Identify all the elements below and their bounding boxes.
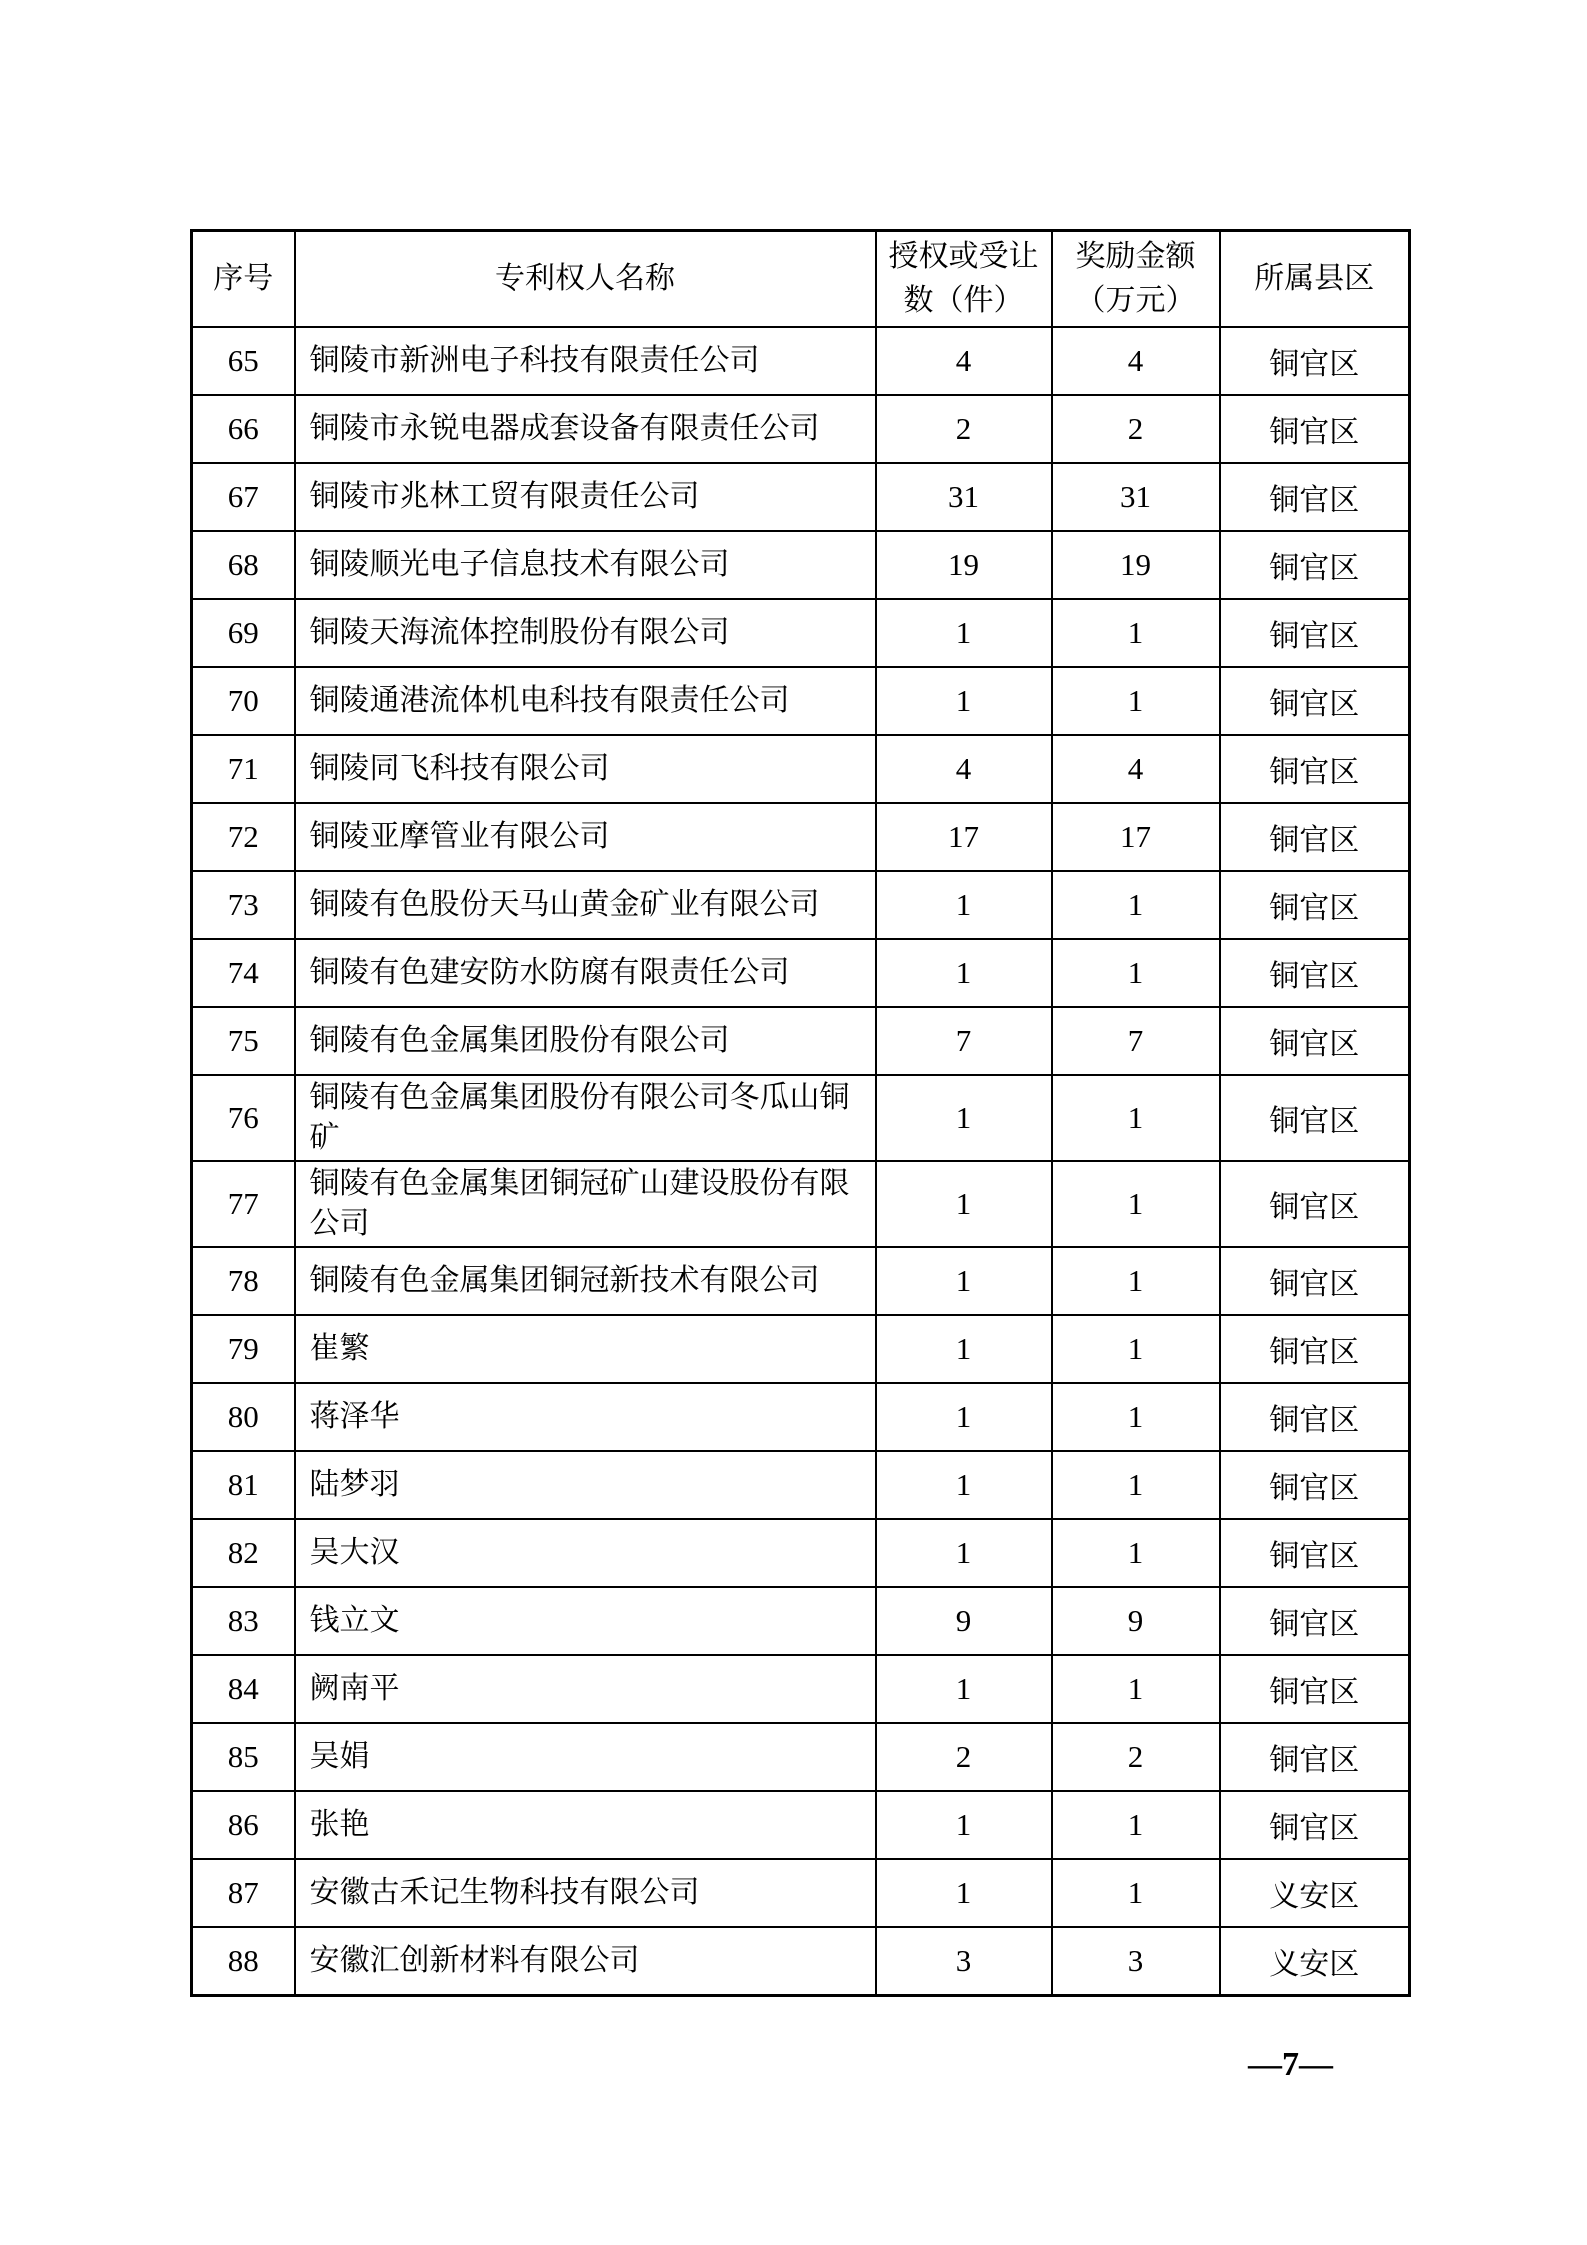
serial-cell: 76 bbox=[192, 1075, 295, 1161]
award-amount-cell: 1 bbox=[1052, 1859, 1220, 1927]
district-cell: 义安区 bbox=[1220, 1927, 1410, 1996]
district-cell: 铜官区 bbox=[1220, 327, 1410, 395]
district-cell: 铜官区 bbox=[1220, 803, 1410, 871]
serial-cell: 77 bbox=[192, 1161, 295, 1247]
patentee-name-cell: 吴娟 bbox=[295, 1723, 876, 1791]
district-cell: 义安区 bbox=[1220, 1859, 1410, 1927]
district-cell: 铜官区 bbox=[1220, 1161, 1410, 1247]
header-serial: 序号 bbox=[192, 231, 295, 328]
table-row bbox=[192, 1007, 1410, 1075]
district-cell: 铜官区 bbox=[1220, 939, 1410, 1007]
table-row bbox=[192, 599, 1410, 667]
patent-count-cell: 3 bbox=[876, 1927, 1052, 1996]
table-row bbox=[192, 1927, 1410, 1996]
district-cell: 铜官区 bbox=[1220, 463, 1410, 531]
table-row bbox=[192, 1519, 1410, 1587]
award-amount-cell: 31 bbox=[1052, 463, 1220, 531]
district-cell: 铜官区 bbox=[1220, 1247, 1410, 1315]
district-cell: 铜官区 bbox=[1220, 1451, 1410, 1519]
table-row bbox=[192, 1451, 1410, 1519]
district-cell: 铜官区 bbox=[1220, 871, 1410, 939]
award-amount-cell: 2 bbox=[1052, 395, 1220, 463]
district-cell: 铜官区 bbox=[1220, 1383, 1410, 1451]
table-row bbox=[192, 1247, 1410, 1315]
award-amount-cell: 1 bbox=[1052, 1519, 1220, 1587]
award-amount-cell: 1 bbox=[1052, 1161, 1220, 1247]
award-amount-cell: 3 bbox=[1052, 1927, 1220, 1996]
patent-count-cell: 17 bbox=[876, 803, 1052, 871]
award-amount-cell: 17 bbox=[1052, 803, 1220, 871]
district-cell: 铜官区 bbox=[1220, 1007, 1410, 1075]
serial-cell: 86 bbox=[192, 1791, 295, 1859]
patent-count-cell: 1 bbox=[876, 1247, 1052, 1315]
patent-count-cell: 2 bbox=[876, 395, 1052, 463]
patent-count-cell: 19 bbox=[876, 531, 1052, 599]
award-amount-cell: 1 bbox=[1052, 1247, 1220, 1315]
district-cell: 铜官区 bbox=[1220, 735, 1410, 803]
table-row bbox=[192, 1587, 1410, 1655]
award-amount-cell: 4 bbox=[1052, 735, 1220, 803]
table-row bbox=[192, 939, 1410, 1007]
serial-cell: 85 bbox=[192, 1723, 295, 1791]
patentee-name-cell: 铜陵有色金属集团铜冠矿山建设股份有限公司 bbox=[295, 1161, 876, 1247]
award-amount-cell: 19 bbox=[1052, 531, 1220, 599]
award-amount-cell: 1 bbox=[1052, 871, 1220, 939]
serial-cell: 65 bbox=[192, 327, 295, 395]
district-cell: 铜官区 bbox=[1220, 599, 1410, 667]
award-amount-cell: 7 bbox=[1052, 1007, 1220, 1075]
award-amount-cell: 9 bbox=[1052, 1587, 1220, 1655]
patent-count-cell: 4 bbox=[876, 735, 1052, 803]
patentee-name-cell: 钱立文 bbox=[295, 1587, 876, 1655]
patentee-name-cell: 铜陵有色金属集团股份有限公司冬瓜山铜矿 bbox=[295, 1075, 876, 1161]
patentee-name-cell: 铜陵亚摩管业有限公司 bbox=[295, 803, 876, 871]
award-amount-cell: 1 bbox=[1052, 1383, 1220, 1451]
table-row bbox=[192, 667, 1410, 735]
serial-cell: 84 bbox=[192, 1655, 295, 1723]
table-row bbox=[192, 871, 1410, 939]
table-row bbox=[192, 327, 1410, 395]
table-row bbox=[192, 735, 1410, 803]
header-patent-count: 授权或受让数（件） bbox=[876, 231, 1052, 328]
award-amount-cell: 1 bbox=[1052, 1451, 1220, 1519]
serial-cell: 81 bbox=[192, 1451, 295, 1519]
award-amount-cell: 1 bbox=[1052, 599, 1220, 667]
table-row bbox=[192, 1723, 1410, 1791]
patent-count-cell: 1 bbox=[876, 1655, 1052, 1723]
serial-cell: 87 bbox=[192, 1859, 295, 1927]
patentee-name-cell: 张艳 bbox=[295, 1791, 876, 1859]
patent-count-cell: 1 bbox=[876, 1451, 1052, 1519]
header-district: 所属县区 bbox=[1220, 231, 1410, 328]
table-row bbox=[192, 1161, 1410, 1247]
award-amount-cell: 1 bbox=[1052, 1791, 1220, 1859]
patentee-name-cell: 铜陵市永锐电器成套设备有限责任公司 bbox=[295, 395, 876, 463]
serial-cell: 78 bbox=[192, 1247, 295, 1315]
table-header-row bbox=[192, 231, 1410, 328]
district-cell: 铜官区 bbox=[1220, 1315, 1410, 1383]
patent-count-cell: 31 bbox=[876, 463, 1052, 531]
award-amount-cell: 1 bbox=[1052, 1075, 1220, 1161]
serial-cell: 88 bbox=[192, 1927, 295, 1996]
table-row bbox=[192, 531, 1410, 599]
patent-count-cell: 1 bbox=[876, 1161, 1052, 1247]
serial-cell: 68 bbox=[192, 531, 295, 599]
table-row bbox=[192, 1655, 1410, 1723]
patentee-name-cell: 阙南平 bbox=[295, 1655, 876, 1723]
award-amount-cell: 1 bbox=[1052, 667, 1220, 735]
patent-count-cell: 4 bbox=[876, 327, 1052, 395]
serial-cell: 82 bbox=[192, 1519, 295, 1587]
table-row bbox=[192, 1315, 1410, 1383]
award-amount-cell: 2 bbox=[1052, 1723, 1220, 1791]
serial-cell: 75 bbox=[192, 1007, 295, 1075]
table-row bbox=[192, 395, 1410, 463]
patent-count-cell: 1 bbox=[876, 1859, 1052, 1927]
award-amount-cell: 1 bbox=[1052, 1655, 1220, 1723]
patent-count-cell: 1 bbox=[876, 1315, 1052, 1383]
patentee-name-cell: 安徽古禾记生物科技有限公司 bbox=[295, 1859, 876, 1927]
patentee-name-cell: 铜陵通港流体机电科技有限责任公司 bbox=[295, 667, 876, 735]
page-number: —7— bbox=[1248, 2046, 1333, 2083]
patentee-name-cell: 铜陵市兆林工贸有限责任公司 bbox=[295, 463, 876, 531]
patent-count-cell: 1 bbox=[876, 599, 1052, 667]
patentee-name-cell: 铜陵市新洲电子科技有限责任公司 bbox=[295, 327, 876, 395]
serial-cell: 72 bbox=[192, 803, 295, 871]
patent-count-cell: 1 bbox=[876, 667, 1052, 735]
patent-award-table bbox=[190, 229, 1411, 1997]
district-cell: 铜官区 bbox=[1220, 1655, 1410, 1723]
district-cell: 铜官区 bbox=[1220, 1587, 1410, 1655]
table-row bbox=[192, 1383, 1410, 1451]
patent-count-cell: 9 bbox=[876, 1587, 1052, 1655]
patentee-name-cell: 陆梦羽 bbox=[295, 1451, 876, 1519]
patent-count-cell: 2 bbox=[876, 1723, 1052, 1791]
patentee-name-cell: 铜陵有色股份天马山黄金矿业有限公司 bbox=[295, 871, 876, 939]
serial-cell: 66 bbox=[192, 395, 295, 463]
serial-cell: 79 bbox=[192, 1315, 295, 1383]
patentee-name-cell: 铜陵顺光电子信息技术有限公司 bbox=[295, 531, 876, 599]
serial-cell: 80 bbox=[192, 1383, 295, 1451]
table-row bbox=[192, 463, 1410, 531]
patent-count-cell: 1 bbox=[876, 1519, 1052, 1587]
table-row bbox=[192, 803, 1410, 871]
table-row bbox=[192, 1859, 1410, 1927]
serial-cell: 70 bbox=[192, 667, 295, 735]
patentee-name-cell: 铜陵有色建安防水防腐有限责任公司 bbox=[295, 939, 876, 1007]
header-patentee-name: 专利权人名称 bbox=[295, 231, 876, 328]
patentee-name-cell: 安徽汇创新材料有限公司 bbox=[295, 1927, 876, 1996]
serial-cell: 74 bbox=[192, 939, 295, 1007]
table-row bbox=[192, 1791, 1410, 1859]
serial-cell: 73 bbox=[192, 871, 295, 939]
award-amount-cell: 1 bbox=[1052, 939, 1220, 1007]
patent-count-cell: 1 bbox=[876, 1383, 1052, 1451]
table-row bbox=[192, 1075, 1410, 1161]
serial-cell: 67 bbox=[192, 463, 295, 531]
district-cell: 铜官区 bbox=[1220, 1723, 1410, 1791]
patentee-name-cell: 铜陵同飞科技有限公司 bbox=[295, 735, 876, 803]
district-cell: 铜官区 bbox=[1220, 1791, 1410, 1859]
patent-count-cell: 1 bbox=[876, 1075, 1052, 1161]
serial-cell: 83 bbox=[192, 1587, 295, 1655]
award-amount-cell: 1 bbox=[1052, 1315, 1220, 1383]
serial-cell: 71 bbox=[192, 735, 295, 803]
patent-count-cell: 7 bbox=[876, 1007, 1052, 1075]
serial-cell: 69 bbox=[192, 599, 295, 667]
district-cell: 铜官区 bbox=[1220, 531, 1410, 599]
award-amount-cell: 4 bbox=[1052, 327, 1220, 395]
patentee-name-cell: 铜陵天海流体控制股份有限公司 bbox=[295, 599, 876, 667]
district-cell: 铜官区 bbox=[1220, 1075, 1410, 1161]
district-cell: 铜官区 bbox=[1220, 667, 1410, 735]
patentee-name-cell: 蒋泽华 bbox=[295, 1383, 876, 1451]
district-cell: 铜官区 bbox=[1220, 1519, 1410, 1587]
header-award-amount: 奖励金额（万元） bbox=[1052, 231, 1220, 328]
patentee-name-cell: 吴大汉 bbox=[295, 1519, 876, 1587]
patentee-name-cell: 铜陵有色金属集团铜冠新技术有限公司 bbox=[295, 1247, 876, 1315]
patentee-name-cell: 崔繁 bbox=[295, 1315, 876, 1383]
district-cell: 铜官区 bbox=[1220, 395, 1410, 463]
patent-count-cell: 1 bbox=[876, 939, 1052, 1007]
patent-count-cell: 1 bbox=[876, 1791, 1052, 1859]
patentee-name-cell: 铜陵有色金属集团股份有限公司 bbox=[295, 1007, 876, 1075]
patent-count-cell: 1 bbox=[876, 871, 1052, 939]
